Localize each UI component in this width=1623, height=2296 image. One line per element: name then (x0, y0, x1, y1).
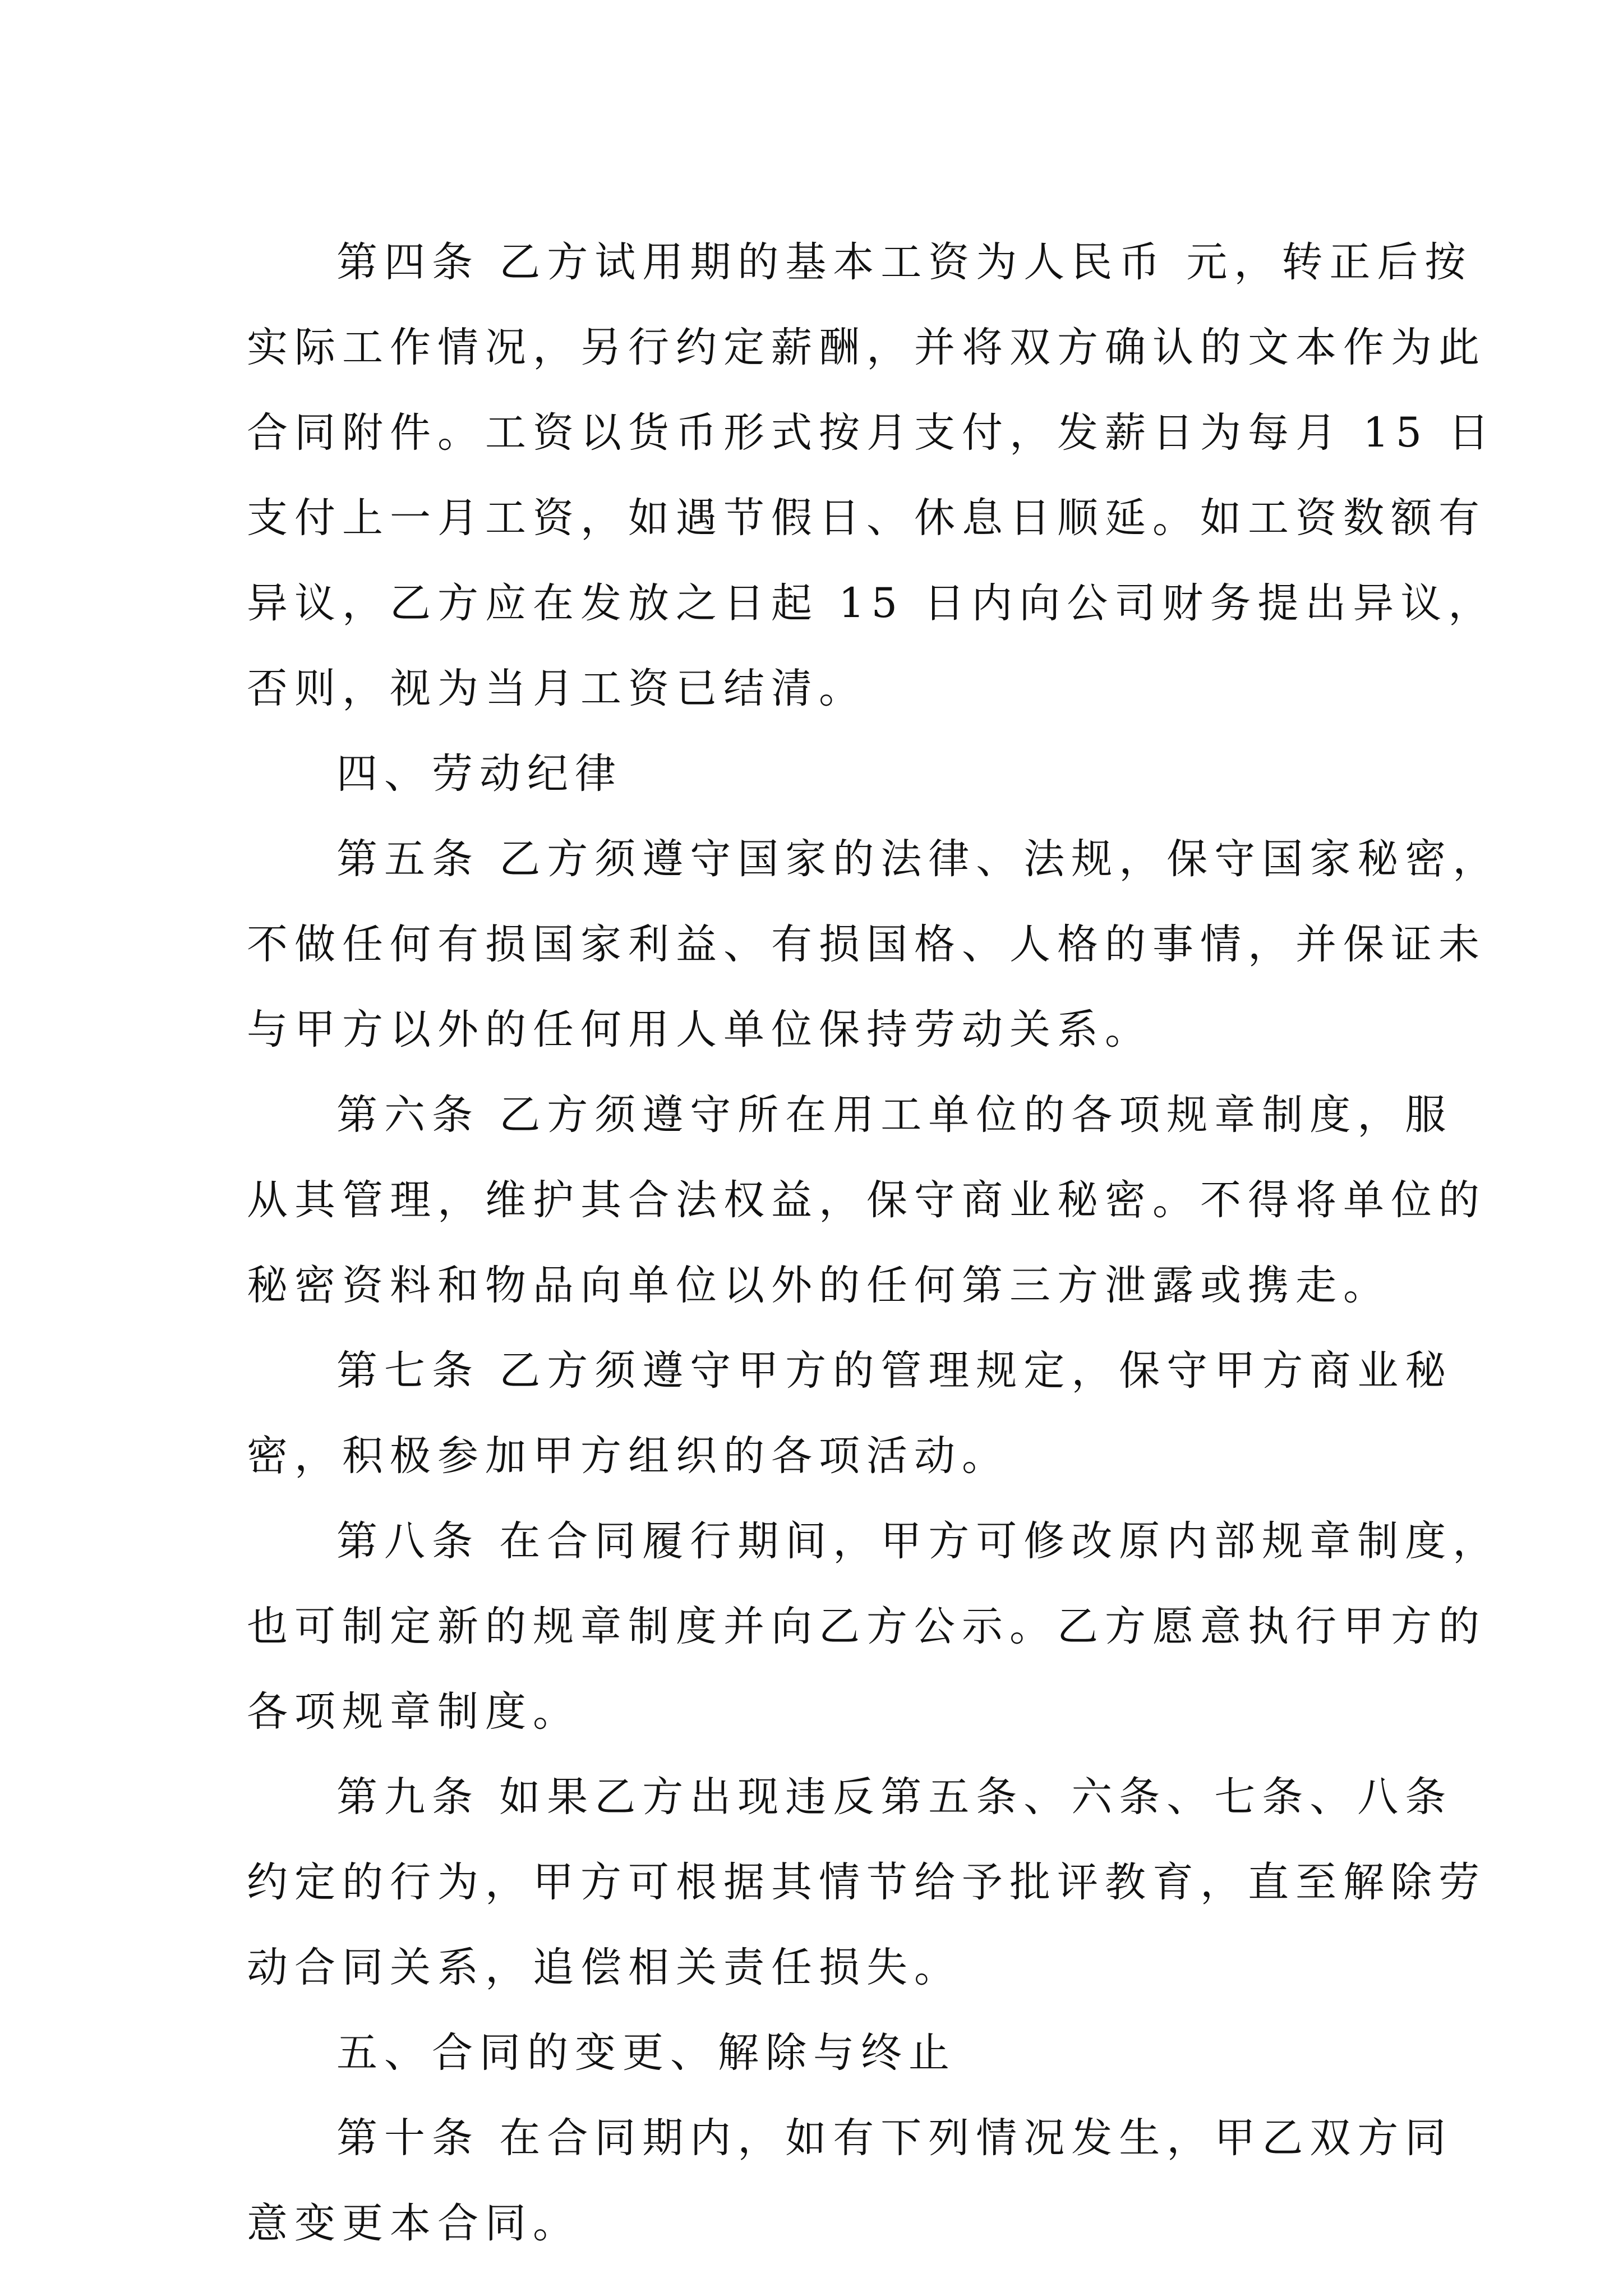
article-9-line-2: 约定的行为，甲方可根据其情节给予批评教育，直至解除劳 (247, 1858, 1486, 1906)
article-4-line-3: 合同附件。工资以货币形式按月支付，发薪日为每月 15 日 (247, 409, 1496, 457)
article-4-line-4: 支付上一月工资，如遇节假日、休息日顺延。如工资数额有 (247, 494, 1486, 542)
article-8-line-2: 也可制定新的规章制度并向乙方公示。乙方愿意执行甲方的 (247, 1603, 1486, 1650)
article-7-line-1: 第七条 乙方须遵守甲方的管理规定，保守甲方商业秘 (336, 1347, 1453, 1395)
article-7-line-2: 密，积极参加甲方组织的各项活动。 (247, 1432, 1009, 1480)
document-body (247, 220, 1501, 2266)
article-6-line-2: 从其管理，维护其合法权益，保守商业秘密。不得将单位的 (247, 1176, 1486, 1224)
section-4-heading: 四、劳动纪律 (336, 750, 623, 798)
article-10-line-1: 第十条 在合同期内，如有下列情况发生，甲乙双方同 (336, 2114, 1453, 2162)
article-9-line-1: 第九条 如果乙方出现违反第五条、六条、七条、八条 (336, 1773, 1453, 1821)
article-9-line-3: 动合同关系，追偿相关责任损失。 (247, 1944, 962, 1991)
article-5-line-3: 与甲方以外的任何用人单位保持劳动关系。 (247, 1006, 1152, 1053)
article-5-line-2: 不做任何有损国家利益、有损国格、人格的事情，并保证未 (247, 921, 1486, 968)
article-8-line-1: 第八条 在合同履行期间，甲方可修改原内部规章制度， (336, 1517, 1501, 1565)
article-4-line-1: 第四条 乙方试用期的基本工资为人民币 元，转正后按 (336, 238, 1473, 286)
article-5-line-1: 第五条 乙方须遵守国家的法律、法规，保守国家秘密， (336, 835, 1501, 883)
article-4-line-6: 否则，视为当月工资已结清。 (247, 665, 866, 712)
article-6-line-3: 秘密资料和物品向单位以外的任何第三方泄露或携走。 (247, 1262, 1391, 1309)
article-6-line-1: 第六条 乙方须遵守所在用工单位的各项规章制度，服 (336, 1091, 1453, 1139)
article-4-line-5: 异议，乙方应在发放之日起 15 日内向公司财务提出异议， (247, 579, 1496, 627)
article-4-line-2: 实际工作情况，另行约定薪酬，并将双方确认的文本作为此 (247, 324, 1486, 371)
section-5-heading: 五、合同的变更、解除与终止 (336, 2029, 956, 2077)
article-10-line-2: 意变更本合同。 (247, 2200, 580, 2247)
article-8-line-3: 各项规章制度。 (247, 1688, 580, 1736)
